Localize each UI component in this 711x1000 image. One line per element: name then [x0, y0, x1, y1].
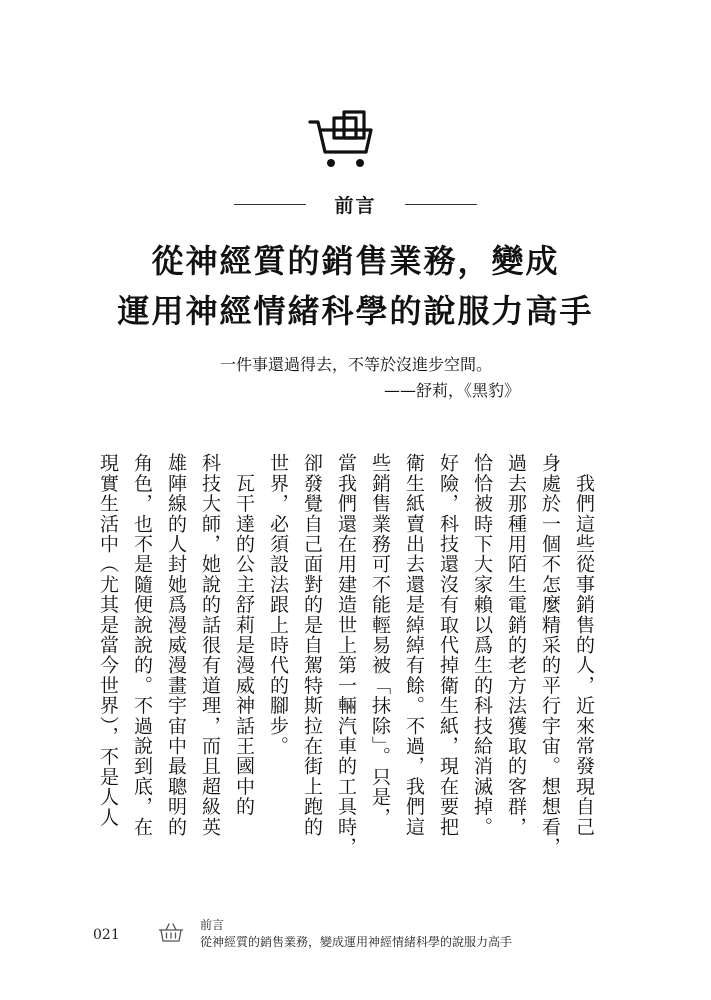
divider [234, 204, 306, 205]
body-column: 卻發覺自己面對的是自駕特斯拉在街上跑的 [301, 453, 323, 837]
epigraph-quote: 一件事還過得去，不等於沒進步空間。 [220, 355, 493, 374]
body-column: 當我們還在用建造世上第一輛汽車的工具時， [335, 453, 357, 857]
body-column: 過去那種用陌生電銷的老方法獲取的客群， [505, 453, 527, 837]
body-column: 世界，必須設法跟上時代的腳步。 [267, 453, 289, 756]
divider [405, 204, 477, 205]
body-column: 角色，也不是隨便說說的。不過說到底，在 [131, 453, 153, 837]
body-column: 現實生活中（尤其是當今世界），不是人人 [97, 453, 119, 828]
body-text [97, 453, 604, 863]
body-column: 我們這些從事銷售的人，近來常發現自己 [573, 453, 595, 837]
footer-section: 前言 [200, 918, 225, 932]
running-footer [200, 917, 512, 951]
body-column: 衛生紙賣出去還是綽綽有餘。不過，我們這 [403, 453, 425, 837]
chapter-title-line-1: 從神經質的銷售業務，變成 [151, 242, 560, 280]
body-column: 身處於一個不怎麼精采的平行宇宙。想想看， [539, 453, 561, 857]
body-column: 些銷售業務可不能輕易被「抹除」。只是， [369, 453, 391, 828]
footer-title: 從神經質的銷售業務，變成運用神經情緒科學的說服力高手 [200, 935, 513, 949]
section-heading [0, 192, 711, 216]
body-column: 恰恰被時下大家賴以爲生的科技給消滅掉。 [471, 453, 493, 837]
epigraph-source: ——舒莉，《黑豹》 [383, 381, 520, 400]
body-column: 好險，科技還沒有取代掉衛生紙，現在要把 [437, 453, 459, 837]
page-number: 021 [93, 927, 120, 943]
epigraph [220, 352, 520, 404]
shopping-basket-icon [158, 922, 184, 944]
body-column: 科技大師，她說的話很有道理，而且超級英 [199, 453, 221, 837]
body-column: 雄陣線的人封她爲漫威漫畫宇宙中最聰明的 [165, 453, 187, 837]
shopping-cart-icon [308, 108, 376, 172]
chapter-title-line-2: 運用神經情緒科學的說服力高手 [117, 292, 594, 330]
body-column: 瓦干達的公主舒莉是漫威神話王國中的 [233, 453, 255, 817]
section-label: 前言 [334, 194, 377, 217]
